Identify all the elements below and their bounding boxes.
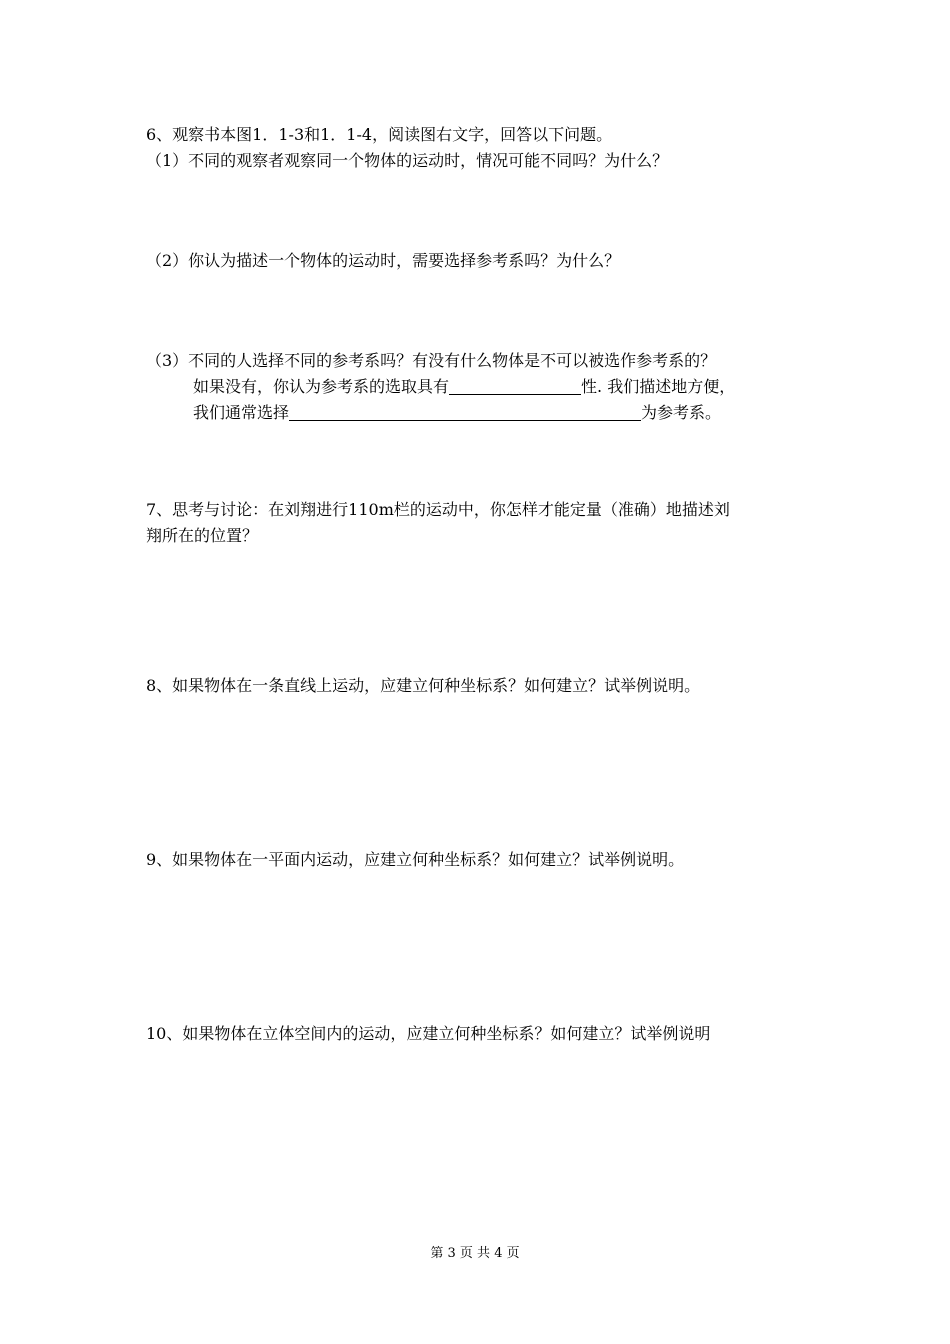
q6-part3-line1: （3）不同的人选择不同的参考系吗？有没有什么物体是不可以被选作参考系的？ [146, 351, 717, 370]
fill-in-blank-property[interactable] [449, 376, 581, 395]
q7-line1: 7、思考与讨论：在刘翔进行110m栏的运动中，你怎样才能定量（准确）地描述刘 [146, 500, 730, 519]
q7-line2: 翔所在的位置？ [146, 526, 259, 545]
q6-part3-line3-before: 我们通常选择 [193, 403, 290, 422]
q6-part1: （1）不同的观察者观察同一个物体的运动时，情况可能不同吗？为什么？ [146, 151, 669, 170]
q10-line1: 10、如果物体在立体空间内的运动，应建立何种坐标系？如何建立？试举例说明 [146, 1024, 711, 1043]
q6-part3-line3 [193, 402, 721, 424]
q9-line1: 9、如果物体在一平面内运动，应建立何种坐标系？如何建立？试举例说明。 [146, 850, 685, 869]
q6-part3-line3-after: 为参考系。 [641, 403, 722, 422]
q6-part3-line2-before: 如果没有，你认为参考系的选取具有 [193, 377, 450, 396]
q6-stem: 6、观察书本图1．1-3和1．1-4，阅读图右文字，回答以下问题。 [146, 125, 613, 144]
q6-part2: （2）你认为描述一个物体的运动时，需要选择参考系吗？为什么？ [146, 251, 621, 270]
q6-part3-line2 [193, 376, 735, 398]
fill-in-blank-reference-frame[interactable] [289, 402, 641, 421]
q8-line1: 8、如果物体在一条直线上运动，应建立何种坐标系？如何建立？试举例说明。 [146, 676, 701, 695]
page-footer: 第 3 页 共 4 页 [430, 1246, 520, 1261]
q6-part3-line2-after: 性. 我们描述地方便， [581, 377, 736, 396]
